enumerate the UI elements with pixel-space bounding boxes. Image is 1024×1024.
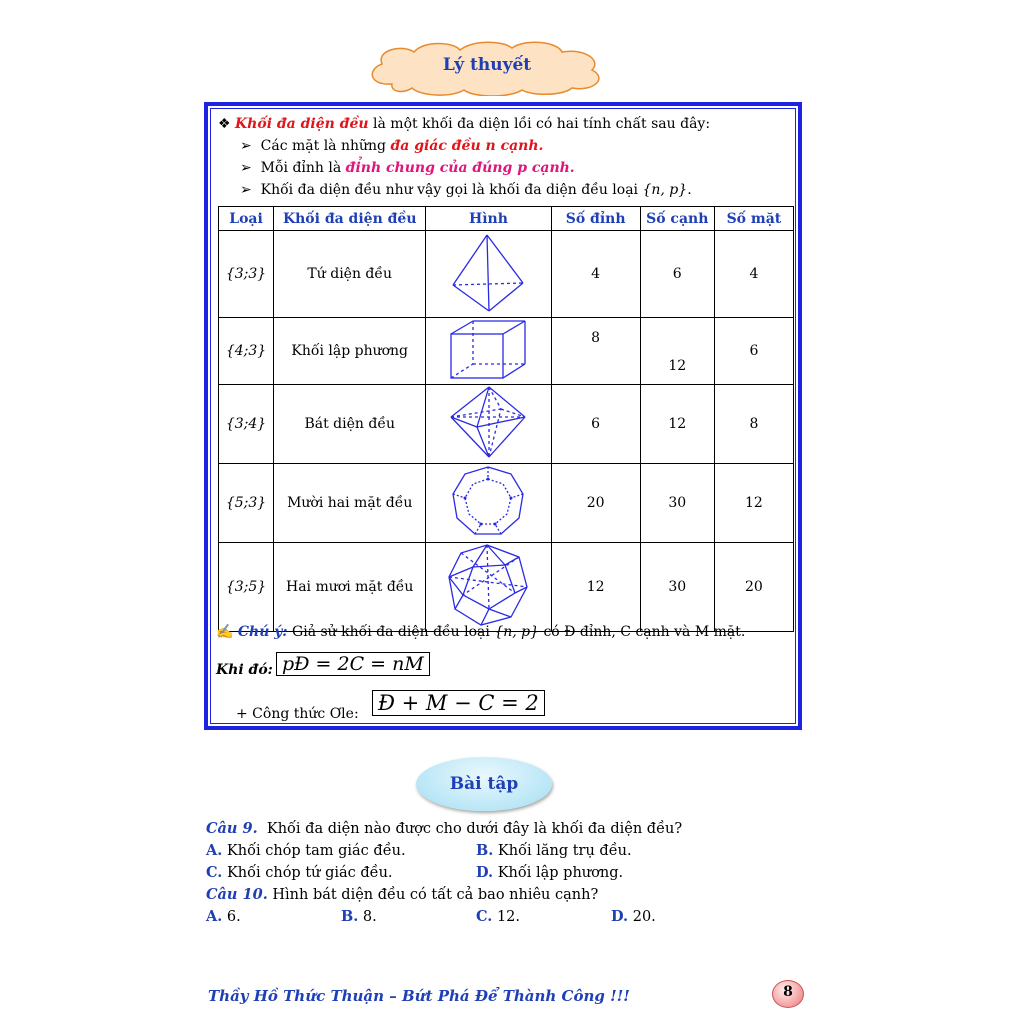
question-9	[206, 820, 682, 837]
faces-cell: 12	[714, 464, 793, 543]
icosahedron-icon	[426, 543, 551, 632]
note-text: Giả sử khối đa diện đều loại	[287, 624, 495, 640]
bullet-text: .	[687, 182, 692, 198]
bullet-type	[240, 182, 692, 198]
question-text: Hình bát diện đều có tất cả bao nhiêu cạnh?	[272, 887, 599, 903]
note-text: có Đ đỉnh, C cạnh và M mặt.	[539, 624, 746, 640]
question-label: Câu 10.	[206, 886, 268, 903]
answer-option[interactable]	[206, 842, 406, 859]
octahedron-icon	[426, 385, 551, 464]
option-key: A.	[206, 842, 223, 859]
dodecahedron-icon	[426, 464, 551, 543]
type-cell: {4;3}	[219, 318, 274, 385]
option-key: B.	[341, 908, 359, 925]
answer-option[interactable]	[206, 864, 393, 881]
theory-box	[204, 102, 802, 730]
tetrahedron-icon	[426, 231, 551, 318]
arrow-bullet-icon: ➢	[240, 182, 252, 198]
bullet-vertices	[240, 160, 575, 176]
faces-cell: 4	[714, 231, 793, 318]
edges-cell: 12	[640, 318, 714, 385]
page-number: 8	[783, 984, 793, 1000]
question-10	[206, 886, 598, 903]
name-cell: Bát diện đều	[274, 385, 426, 464]
option-key: A.	[206, 908, 223, 925]
vertices-cell: 12	[551, 543, 640, 632]
option-text: 12.	[492, 909, 521, 925]
type-cell: {5;3}	[219, 464, 274, 543]
definition-term: Khối đa diện đều	[235, 116, 369, 132]
arrow-bullet-icon: ➢	[240, 160, 252, 176]
answer-option[interactable]	[341, 908, 377, 925]
faces-cell: 20	[714, 543, 793, 632]
bullet-text: Khối đa diện đều như vậy gọi là khối đa diện đều loại	[260, 182, 643, 198]
vertices-cell: 8	[551, 318, 640, 385]
table-row	[219, 385, 794, 464]
edges-cell: 30	[640, 543, 714, 632]
option-key: D.	[476, 864, 494, 881]
bullet-emphasis: đa giác đều n cạnh.	[390, 138, 544, 154]
type-cell: {3;5}	[219, 543, 274, 632]
page-number-badge	[772, 980, 804, 1008]
option-text: Khối chóp tam giác đều.	[222, 843, 406, 859]
exercises-title: Bài tập	[449, 774, 519, 794]
option-text: 8.	[358, 909, 377, 925]
diamond-bullet-icon: ❖	[218, 116, 231, 132]
formula-box: pĐ = 2C = nM	[276, 652, 430, 676]
type-notation: {n, p}	[642, 182, 688, 198]
column-header: Hình	[426, 207, 551, 231]
note-label: Chú ý:	[237, 624, 288, 640]
answer-option[interactable]	[206, 908, 241, 925]
table-row	[219, 318, 794, 385]
euler-label: + Công thức Ơle:	[236, 706, 359, 722]
table-row	[219, 231, 794, 318]
bullet-emphasis: đỉnh chung của đúng p cạnh.	[345, 160, 575, 176]
option-text: 6.	[222, 909, 241, 925]
exercises-badge	[416, 757, 552, 811]
vertices-cell: 4	[551, 231, 640, 318]
option-key: C.	[206, 864, 223, 881]
cube-icon	[426, 318, 551, 385]
polyhedra-table	[218, 206, 794, 632]
table-row	[219, 543, 794, 632]
edges-cell: 12	[640, 385, 714, 464]
euler-formula-box: Đ + M − C = 2	[372, 690, 545, 716]
definition-line	[218, 116, 710, 132]
option-text: Khối lăng trụ đều.	[493, 843, 632, 859]
column-header: Số đỉnh	[551, 207, 640, 231]
faces-cell: 8	[714, 385, 793, 464]
answer-option[interactable]	[476, 908, 520, 925]
name-cell: Mười hai mặt đều	[274, 464, 426, 543]
option-key: B.	[476, 842, 494, 859]
khi-do-label: Khi đó:	[216, 662, 273, 678]
option-text: 20.	[628, 909, 656, 925]
column-header: Số mặt	[714, 207, 793, 231]
answer-option[interactable]	[611, 908, 656, 925]
bullet-text: Mỗi đỉnh là	[260, 160, 346, 176]
option-key: D.	[611, 908, 629, 925]
note-line	[216, 624, 745, 640]
type-cell: {3;4}	[219, 385, 274, 464]
table-row	[219, 464, 794, 543]
question-text: Khối đa diện nào được cho dưới đây là khối đa diện đều?	[266, 821, 683, 837]
option-text: Khối lập phương.	[493, 865, 624, 881]
column-header: Số cạnh	[640, 207, 714, 231]
bullet-text: Các mặt là những	[260, 138, 391, 154]
answer-option[interactable]	[476, 842, 632, 859]
column-header: Loại	[219, 207, 274, 231]
vertices-cell: 6	[551, 385, 640, 464]
column-header: Khối đa diện đều	[274, 207, 426, 231]
section-title: Lý thuyết	[442, 55, 532, 75]
name-cell: Hai mươi mặt đều	[274, 543, 426, 632]
bullet-faces	[240, 138, 543, 154]
answer-option[interactable]	[476, 864, 623, 881]
section-header-cloud	[362, 40, 612, 96]
arrow-bullet-icon: ➢	[240, 138, 252, 154]
vertices-cell: 20	[551, 464, 640, 543]
edges-cell: 6	[640, 231, 714, 318]
pencil-icon: ✍	[216, 624, 234, 640]
definition-text: là một khối đa diện lồi có hai tính chất sau đây:	[368, 116, 711, 132]
type-cell: {3;3}	[219, 231, 274, 318]
name-cell: Khối lập phương	[274, 318, 426, 385]
option-key: C.	[476, 908, 493, 925]
table-header-row	[219, 207, 794, 231]
option-text: Khối chóp tứ giác đều.	[222, 865, 393, 881]
question-label: Câu 9.	[206, 820, 258, 837]
faces-cell: 6	[714, 318, 793, 385]
name-cell: Tứ diện đều	[274, 231, 426, 318]
edges-cell: 30	[640, 464, 714, 543]
note-notation: {n, p}	[494, 624, 540, 640]
footer-slogan: Thầy Hồ Thức Thuận – Bứt Phá Để Thành Công !!!	[208, 987, 630, 1005]
